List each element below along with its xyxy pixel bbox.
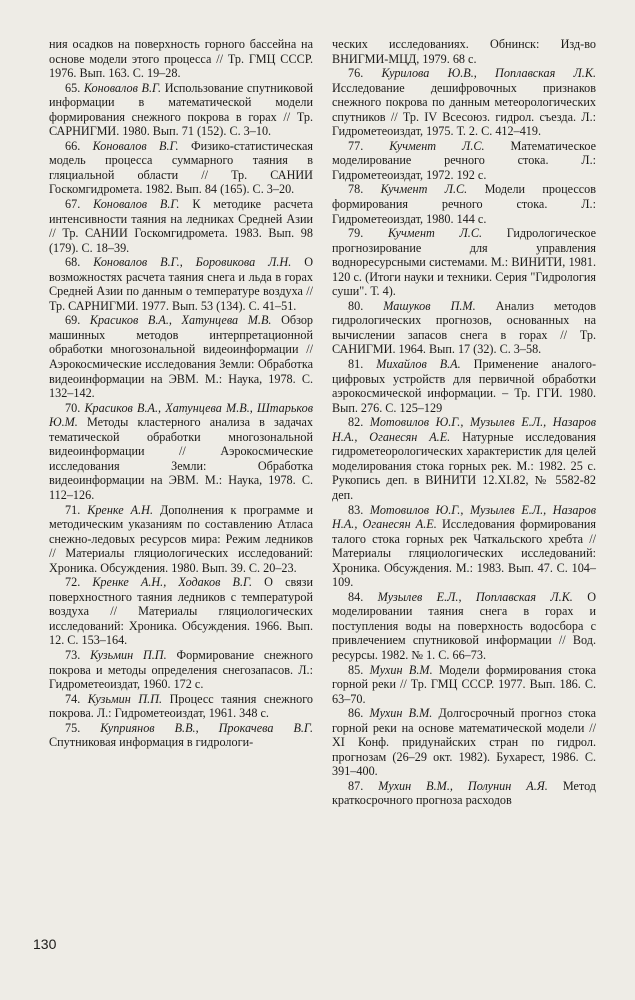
reference-number: 67.: [65, 197, 81, 212]
reference-authors: Мухин В.М., Полунин А.Я.: [378, 778, 548, 793]
reference-authors: Коновалов В.Г.: [93, 197, 180, 212]
reference-text: Модели формирования стока горной реки // Тр. ГМЦ СССР. 1977. Вып. 186. С. 63–70.: [332, 662, 597, 706]
left-column: [49, 37, 313, 750]
reference-authors: Коновалов В.Г.: [83, 80, 162, 95]
reference-text: О возможностях расчета таяния снега и льда в горах Средней Азии по данным о температуре воздуха // Тр. САРНИГМИ. 1977. Вып. 53 (134). С. 41–51.: [49, 255, 314, 313]
reference-entry: [332, 299, 596, 357]
reference-text: Анализ методов гидрологических прогнозов, основанных на вычислении запасов снега в горах // Тр. САНИГМИ. 1964. Вып. 17 (32). С. 3–58.: [332, 298, 596, 357]
reference-authors: Красиков В.А., Хатунцева М.В.: [89, 313, 272, 328]
reference-entry: [332, 357, 596, 415]
reference-authors: Машуков П.М.: [383, 298, 476, 313]
reference-authors: Кучмент Л.С.: [380, 182, 468, 197]
reference-text: Использование спутниковой информации в математической модели формирования снежного покрова в горах // Тр. САРНИГМИ. 1980. Вып. 71 (152). С. 3–10.: [49, 80, 313, 139]
reference-number: 81.: [348, 357, 364, 372]
reference-entry: [49, 692, 313, 721]
reference-text: Натурные исследования гидрометеорологических характеристик для целей моделирования стока горных рек. М.: 1982. 25 с. Рукопись деп. в ВИНИТИ 12.XI.82, № 5582-82 деп.: [332, 429, 596, 502]
reference-text: ческих исследованиях. Обнинск: Изд-во ВНИГМИ-МЦД, 1979. 68 с.: [332, 37, 596, 66]
reference-text: Модели процессов формирования речного стока. Л.: Гидрометеоиздат, 1980. 144 с.: [332, 182, 597, 226]
reference-authors: Кузьмин П.П.: [90, 647, 167, 662]
reference-number: 80.: [348, 298, 364, 313]
reference-authors: Красиков В.А., Хатунцева М.В., Штарьков Ю.М.: [49, 400, 313, 430]
reference-text: Применение аналого-цифровых устройств для первичной обработки аэрокосмической информации. – Тр. ГГИ. 1980. Вып. 276. С. 125–129: [332, 357, 597, 415]
reference-number: 83.: [348, 502, 364, 517]
reference-number: 85.: [348, 662, 364, 677]
reference-number: 71.: [65, 502, 81, 517]
reference-number: 75.: [65, 720, 81, 735]
reference-authors: Коновалов В.Г., Боровикова Л.Н.: [93, 255, 292, 270]
reference-text: Процесс таяния снежного покрова. Л.: Гидрометеоиздат, 1961. 348 с.: [49, 691, 314, 721]
reference-number: 87.: [348, 778, 364, 793]
reference-text: Гидрологическое прогнозирование для управления водноресурсными системами. М.: ВИНИТИ, 1981. 120 с. (Итоги науки и техники. Серия "Гидрология суши". Т. 4).: [332, 226, 597, 299]
reference-entry: [332, 182, 596, 226]
reference-text: Исследования формирования талого стока горных рек Чаткальского хребта // Материалы гляциологических исследований: Хроника. Обсуждения. М.: 1983. Вып. 47. С. 104–109.: [332, 517, 596, 590]
reference-entry: [332, 415, 596, 502]
reference-entry: [49, 721, 313, 750]
right-column: [332, 37, 596, 808]
reference-entry: [49, 81, 313, 139]
reference-text: О моделировании таяния снега в горах и поступления воды на поверхность водосбора с привлечением спутниковой информации // Вод. ресурсы. 1982. № 1. С. 66–73.: [332, 589, 597, 662]
reference-entry: [49, 575, 313, 648]
reference-authors: Мотовилов Ю.Г., Музылев Е.Л., Назаров Н.А., Оганесян А.Е.: [332, 415, 596, 444]
reference-number: 74.: [65, 691, 81, 706]
reference-entry: [332, 226, 596, 299]
reference-entry: [332, 37, 596, 66]
reference-entry: [49, 503, 313, 576]
page-number: 130: [33, 936, 57, 952]
reference-entry: [332, 779, 596, 808]
reference-number: 76.: [348, 66, 364, 81]
reference-entry: [332, 663, 596, 707]
reference-number: 72.: [65, 575, 81, 590]
reference-authors: Куприянов В.В., Прокачева В.Г.: [100, 720, 313, 735]
reference-text: Спутниковая информация в гидрологи-: [49, 735, 254, 750]
reference-number: 84.: [348, 589, 364, 604]
reference-authors: Курилова Ю.В., Поплавская Л.К.: [381, 66, 596, 81]
reference-entry: [49, 313, 313, 400]
reference-number: 68.: [65, 255, 81, 270]
reference-authors: Кучмент Л.С.: [387, 226, 483, 241]
reference-entry: [49, 401, 313, 503]
reference-authors: Мотовилов Ю.Г., Музылев Е.Л., Назаров Н.А., Оганесян А.Е.: [332, 502, 596, 532]
reference-text: Математическое моделирование речного стока. Л.: Гидрометеоиздат, 1972. 192 с.: [332, 138, 596, 182]
reference-number: 86.: [348, 706, 364, 721]
reference-entry: [332, 66, 596, 139]
reference-text: Долгосрочный прогноз стока горной реки на основе математической модели // XI Конф. придунайских стран по гидрол. прогнозам (26–29 окт. 1982). Бухарест, 1986. С. 391–400.: [332, 706, 596, 779]
reference-authors: Кренке А.Н.: [87, 502, 154, 517]
reference-authors: Коновалов В.Г.: [92, 138, 179, 153]
reference-text: Дополнения к программе и методическим указаниям по составлению Атласа снежно-ледовых ресурсов мира: Режим ледников // Материалы гляциологических исследований: Хроника. Обсуждения. 1980. Вып. 39. С. 20–23.: [49, 502, 314, 575]
reference-text: Метод краткосрочного прогноза расходов: [332, 778, 597, 808]
reference-entry: [332, 590, 596, 663]
reference-number: 66.: [65, 138, 81, 153]
reference-number: 79.: [348, 226, 364, 241]
reference-text: Обзор машинных методов интерпретационной обработки многозональной видеоинформации // Аэрокосмические исследования Земли: Обработка видеоинформации на ЭВМ. М.: Наука, 1978. С. 132–142.: [49, 313, 314, 401]
reference-entry: [332, 503, 596, 590]
reference-authors: Михайлов В.А.: [376, 357, 461, 372]
reference-authors: Кренке А.Н., Ходаков В.Г.: [92, 575, 253, 590]
reference-authors: Музылев Е.Л., Поплавская Л.К.: [377, 589, 573, 604]
reference-text: Формирование снежного покрова и методы определения снегозапасов. Л.: Гидрометеоиздат, 1960. 172 с.: [49, 647, 314, 692]
reference-text: Физико-статистическая модель процесса суммарного таяния в гляциальной области // Тр. САНИИ Госкомгидромета. 1982. Вып. 84 (165). С. 3–20.: [49, 138, 313, 197]
reference-authors: Кузьмин П.П.: [87, 691, 163, 706]
reference-entry: [332, 139, 596, 183]
reference-number: 77.: [348, 138, 364, 153]
reference-authors: Кучмент Л.С.: [389, 138, 485, 153]
reference-number: 73.: [65, 647, 81, 662]
reference-text: О связи поверхностного таяния ледников с температурой воздуха // Материалы гляциологических исследований: Хроника. Обсуждения. 1966. Вып. 12. С. 153–164.: [49, 575, 314, 648]
reference-entry: [49, 255, 313, 313]
reference-text: К методике расчета интенсивности таяния на ледниках Средней Азии // Тр. САНИИ Госкомгидромета. 1983. Вып. 98 (179). С. 18–39.: [49, 197, 314, 255]
reference-authors: Мухин В.М.: [369, 706, 433, 721]
reference-entry: [49, 37, 313, 81]
reference-number: 70.: [65, 400, 81, 415]
reference-text: Исследование дешифровочных признаков снежного покрова по данным метеорологических спутников // Тр. IV Всесоюз. гидрол. съезда. Л.: Гидрометеоиздат, 1975. Т. 2. С. 412–419.: [332, 80, 596, 139]
reference-text: ния осадков на поверхность горного бассейна на основе модели этого процесса // Тр. ГМЦ СССР. 1976. Вып. 163. С. 19–28.: [49, 37, 313, 81]
reference-number: 69.: [65, 313, 81, 328]
reference-number: 78.: [348, 182, 364, 197]
reference-entry: [49, 197, 313, 255]
reference-entry: [49, 139, 313, 197]
reference-authors: Мухин В.М.: [369, 662, 433, 677]
reference-number: 65.: [65, 80, 81, 95]
reference-number: 82.: [348, 415, 364, 430]
reference-text: Методы кластерного анализа в задачах тематической обработки многозональной видеоинформации // Аэрокосмические исследования Земли: Обработка видеоинформации на ЭВМ. М.: Наука, 1978. С. 112–126.: [49, 415, 314, 502]
reference-entry: [332, 706, 596, 779]
reference-entry: [49, 648, 313, 692]
